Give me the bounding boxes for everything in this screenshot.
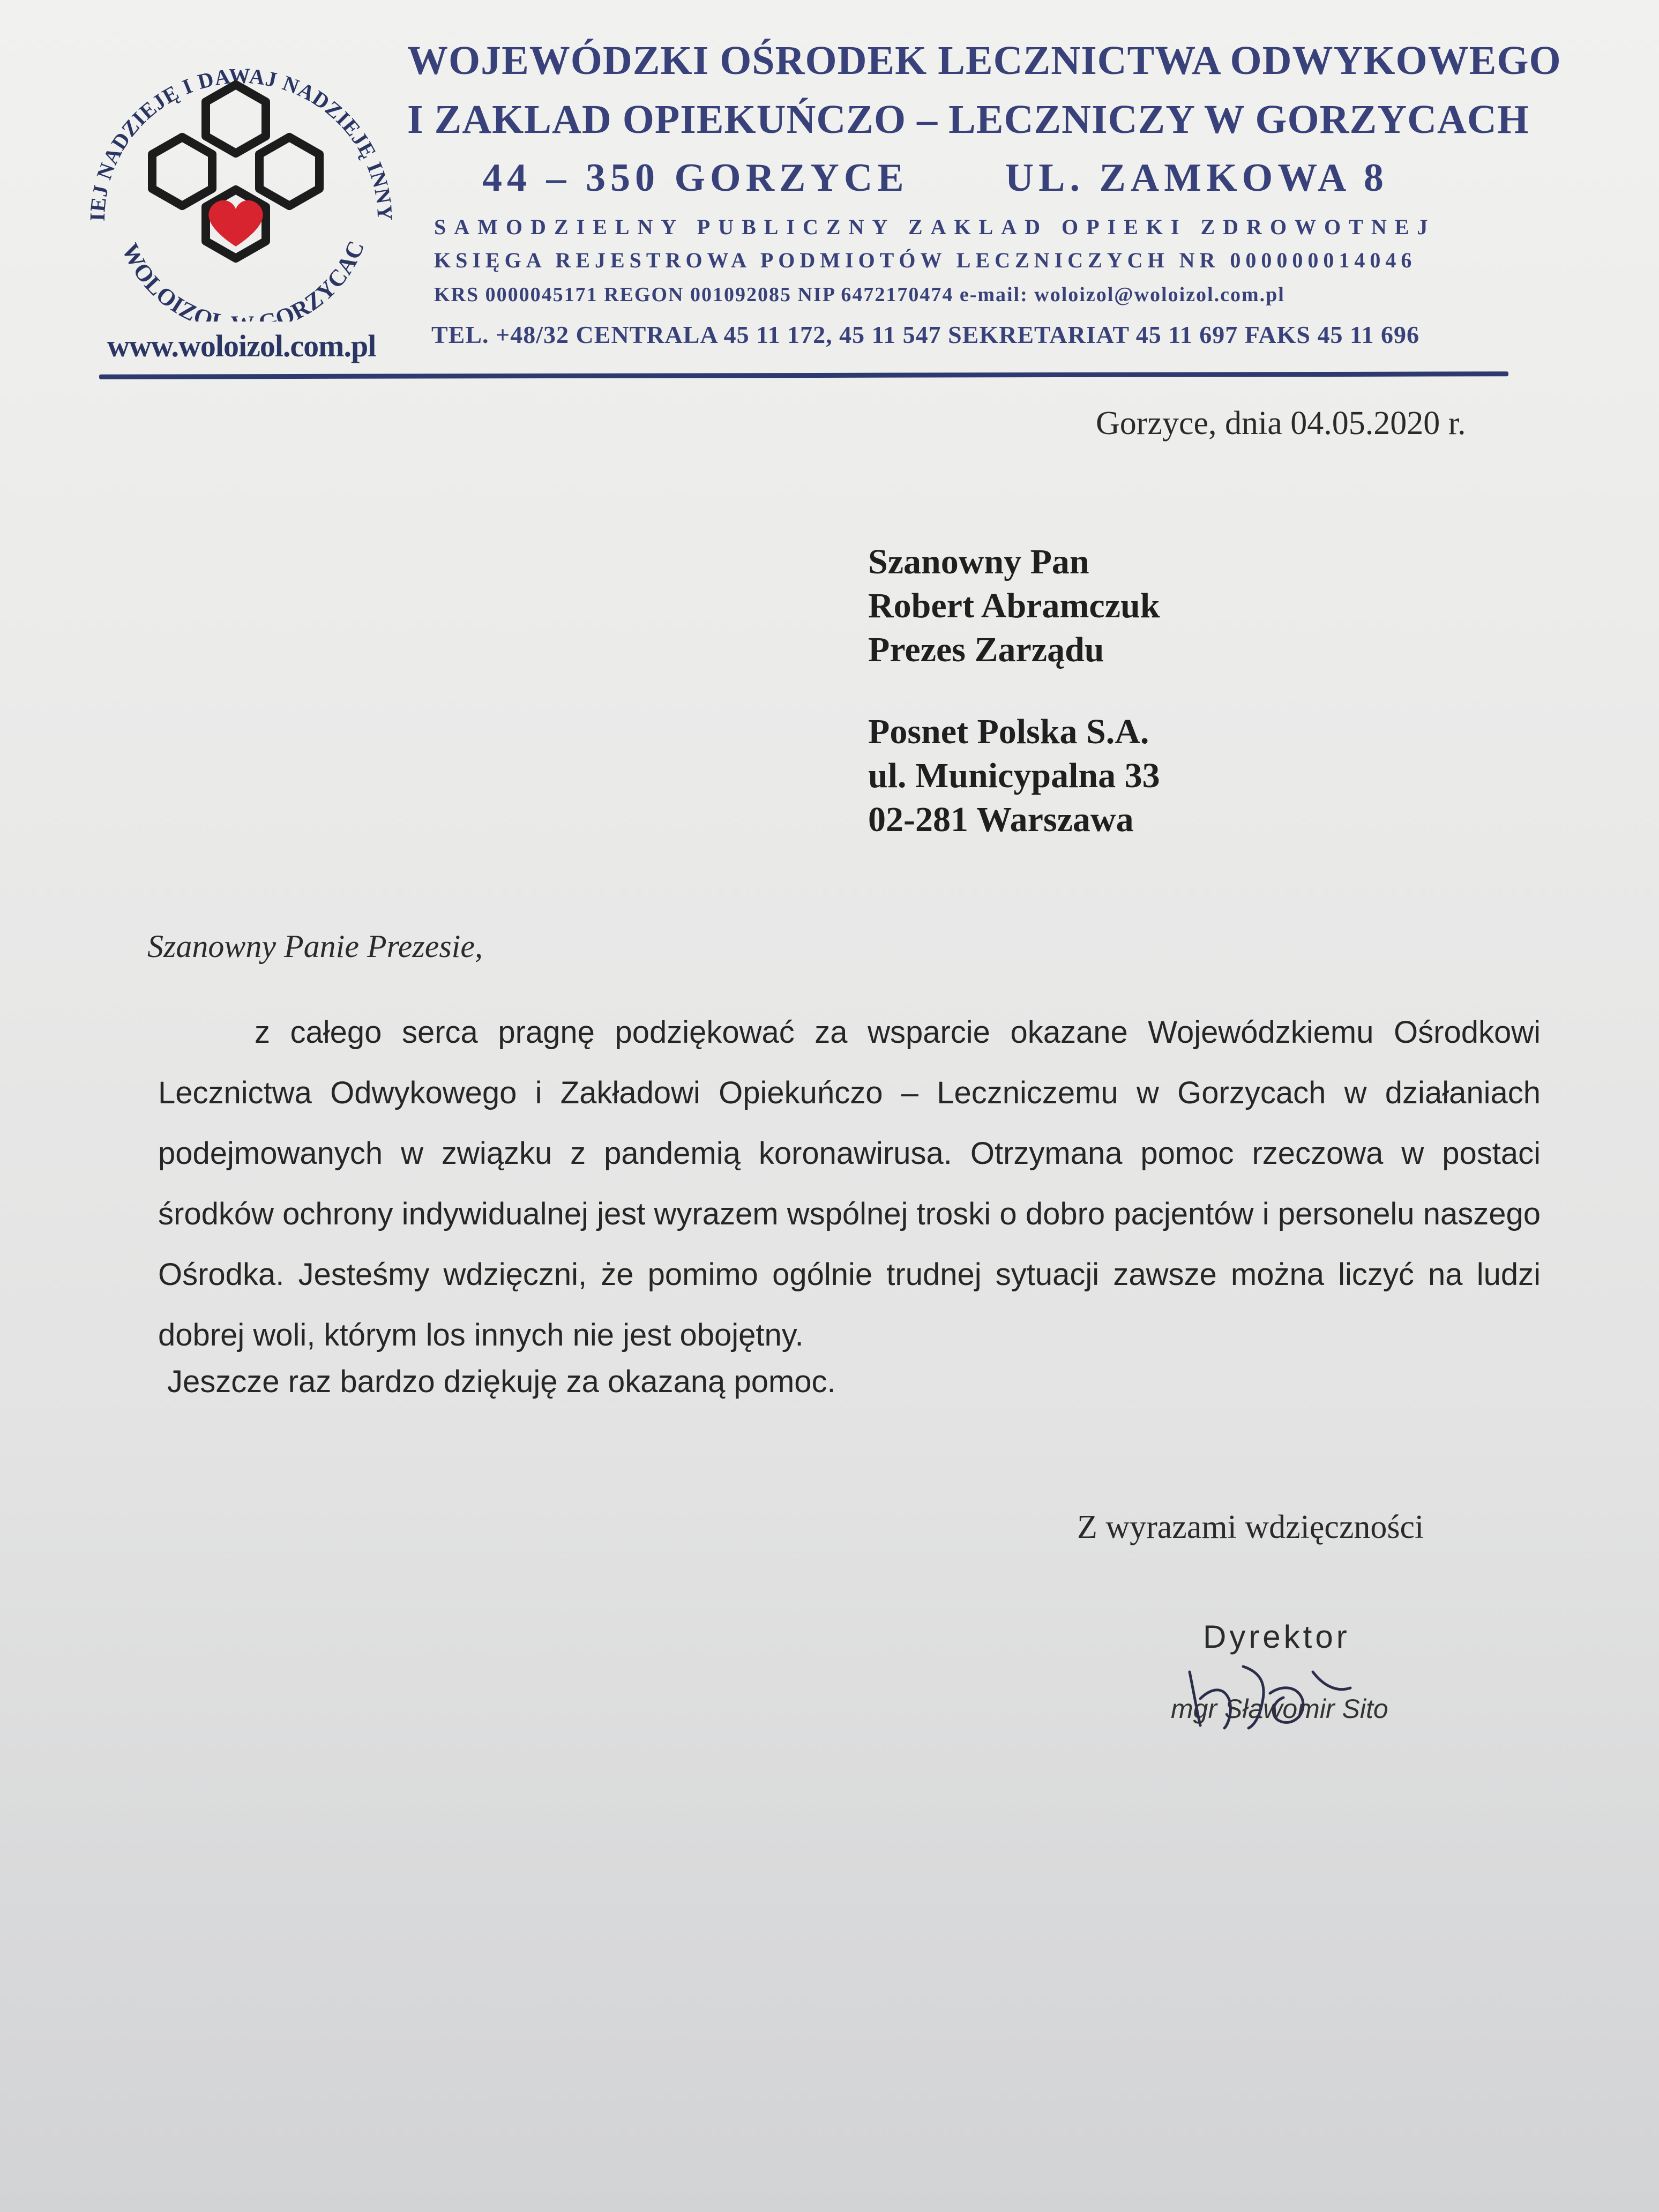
regards: Z wyrazami wdzięczności [1077, 1509, 1424, 1545]
institution-type: SAMODZIELNY PUBLICZNY ZAKLAD OPIEKI ZDROWOTNEJ [434, 215, 1436, 239]
hexagon-left [152, 137, 212, 206]
recipient-person [868, 540, 1160, 672]
recipient-greeting: Szanowny Pan [868, 542, 1089, 581]
woloizol-logo [75, 43, 407, 322]
postal-code-city: 44 – 350 GORZYCE [482, 156, 909, 200]
institution-name-line-2: I ZAKLAD OPIEKUŃCZO – LECZNICZY W GORZYCACH [407, 97, 1529, 142]
recipient-city: 02-281 Warszawa [868, 800, 1134, 839]
recipient-company: Posnet Polska S.A. [868, 712, 1149, 751]
institution-address [482, 155, 1597, 201]
heart-icon [208, 200, 263, 246]
logo-ring-top-text: IEJ NADZIEJĘ I DAWAJ NADZIEJĘ INNY [85, 63, 398, 222]
header-divider [99, 371, 1508, 379]
recipient-street: ul. Municypalna 33 [868, 756, 1160, 795]
registration-ids: KRS 0000045171 REGON 001092085 NIP 6472170474 e-mail: woloizol@woloizol.com.pl [434, 283, 1285, 306]
signatory-title: Dyrektor [1203, 1619, 1350, 1655]
website-link[interactable]: www.woloizol.com.pl [107, 328, 376, 363]
salutation: Szanowny Panie Prezesie, [147, 929, 483, 964]
handwritten-signature [1174, 1634, 1377, 1742]
hexagon-top [206, 85, 266, 153]
closing-line: Jeszcze raz bardzo dziękuję za okazaną pomoc. [167, 1364, 836, 1399]
hexagon-right [259, 137, 319, 206]
recipient-address [868, 710, 1160, 842]
recipient-name: Robert Abramczuk [868, 586, 1160, 625]
recipient-title: Prezes Zarządu [868, 630, 1104, 669]
registry-number: KSIĘGA REJESTROWA PODMIOTÓW LECZNICZYCH NR 000000014046 [434, 248, 1417, 272]
phone-numbers: TEL. +48/32 CENTRALA 45 11 172, 45 11 547 SEKRETARIAT 45 11 697 FAKS 45 11 696 [431, 321, 1419, 348]
institution-name-line-1: WOJEWÓDZKI OŚRODEK LECZNICTWA ODWYKOWEGO [407, 38, 1561, 83]
signatory-name: mgr Sławomir Sito [1171, 1694, 1388, 1724]
street-address: UL. ZAMKOWA 8 [1005, 156, 1388, 200]
letter-body: z całego serca pragnę podziękować za wsparcie okazane Wojewódzkiemu Ośrodkowi Lecznictwa Odwykowego i Zakładowi Opiekuńczo – Leczniczemu w Gorzycach w działaniach podejmowanych w związku z pandemią koronawirusa. Otrzymana pomoc rzeczowa w postaci środków ochrony indywidualnej jest wyrazem wspólnej troski o dobro pacjentów i personelu naszego Ośrodka. Jesteśmy wdzięczni, że pomimo ogólnie trudnej sytuacji zawsze można liczyć na ludzi dobrej woli, którym los innych nie jest obojętny. [158, 1015, 1541, 1352]
letter-date: Gorzyce, dnia 04.05.2020 r. [1096, 405, 1466, 442]
logo-ring-bottom-text: WOLOIZO GORZYCAC [117, 236, 370, 322]
